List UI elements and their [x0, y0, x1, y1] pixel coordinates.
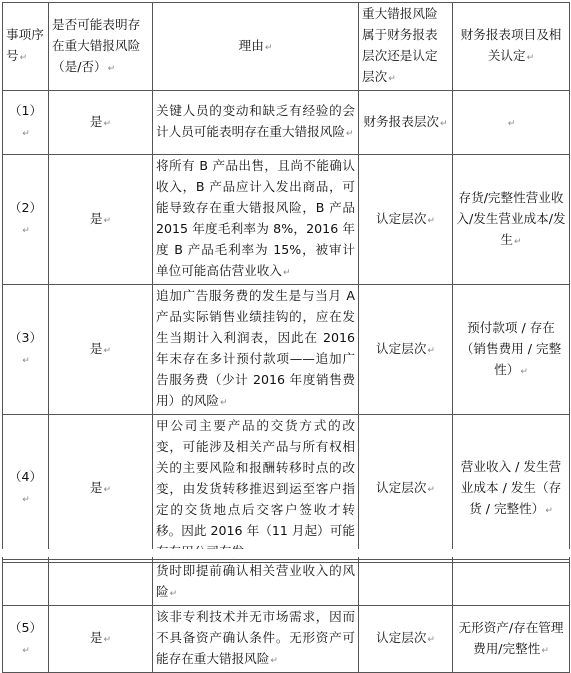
row-risk: 是↵	[49, 606, 153, 673]
table-row	[3, 155, 570, 285]
row-level: 认定层次↵	[359, 155, 453, 285]
row-no: （1）↵	[3, 91, 49, 155]
row-level: 财务报表层次↵	[359, 91, 453, 155]
row-item: 存货/完整性营业收入/发生营业成本/发生↵	[453, 155, 570, 285]
header-reason: 理由↵	[153, 3, 359, 91]
header-row	[3, 3, 570, 91]
row-risk: 是↵	[49, 415, 153, 563]
row-reason: 甲公司主要产品的交货方式的改变，可能涉及相关产品与所有权相关的主要风险和报酬转移时点的改变，由发货转移推迟到运至客户指定的交货地点后交客户签收才转移。因此 2016 年（11 月起）可能	[153, 415, 359, 563]
row-no: （2）↵	[3, 155, 49, 285]
table-row	[3, 91, 570, 155]
row-level: 认定层次↵	[359, 415, 453, 563]
table-row	[3, 415, 570, 563]
row-reason: 追加广告服务费的发生是与当月 A 产品实际销售业绩挂钩的，应在发生当期计入利润表，因此在 2016 年末存在多计预付款项——追加广告服务费（少计 2016 年度销售费用）的风险↵	[153, 285, 359, 415]
row-no: （3）↵	[3, 285, 49, 415]
row-item: 无形资产/存在管理费用/完整性↵	[453, 606, 570, 673]
row-risk: 是↵	[49, 155, 153, 285]
row-risk	[49, 560, 153, 606]
table-row	[3, 560, 570, 606]
row-no: （5）↵	[3, 606, 49, 673]
risk-assessment-table-continued	[2, 559, 570, 673]
row-reason: 将所有 B 产品出售，且尚不能确认收入，B 产品应计入发出商品，可能导致存在重大错报风险，B 产品 2015 年度毛利率为 8%，2016 年度 B 产品毛利率为 15%，被审计单位可能高估营业收入↵	[153, 155, 359, 285]
row-reason: 货时即提前确认相关营业收入的风险↵	[153, 560, 359, 606]
row-level: 认定层次↵	[359, 606, 453, 673]
table-row	[3, 285, 570, 415]
header-no: 事项序号↵	[3, 3, 49, 91]
row-level: 认定层次↵	[359, 285, 453, 415]
header-item: 财务报表项目及相关认定↵	[453, 3, 570, 91]
row-no: （4）↵	[3, 415, 49, 563]
row-item: 营业收入 / 发生营业成本 / 发生（存货 / 完整性）↵	[453, 415, 570, 563]
row-no	[3, 560, 49, 606]
row-risk: 是↵	[49, 91, 153, 155]
row-reason: 关键人员的变动和缺乏有经验的会计人员可能表明存在重大错报风险↵	[153, 91, 359, 155]
page-break	[0, 549, 571, 557]
risk-assessment-table	[2, 2, 570, 563]
row-level	[359, 560, 453, 606]
header-level: 重大错报风险属于财务报表层次还是认定层次↵	[359, 3, 453, 91]
row-risk: 是↵	[49, 285, 153, 415]
row-item: 预付款项 / 存在（销售费用 / 完整性）↵	[453, 285, 570, 415]
table-row	[3, 606, 570, 673]
row-item: ↵	[453, 91, 570, 155]
row-reason: 该非专利技术并无市场需求，因而不具备资产确认条件。无形资产可能存在重大错报风险↵	[153, 606, 359, 673]
row-item	[453, 560, 570, 606]
header-risk: 是否可能表明存在重大错报风险（是/否）↵	[49, 3, 153, 91]
